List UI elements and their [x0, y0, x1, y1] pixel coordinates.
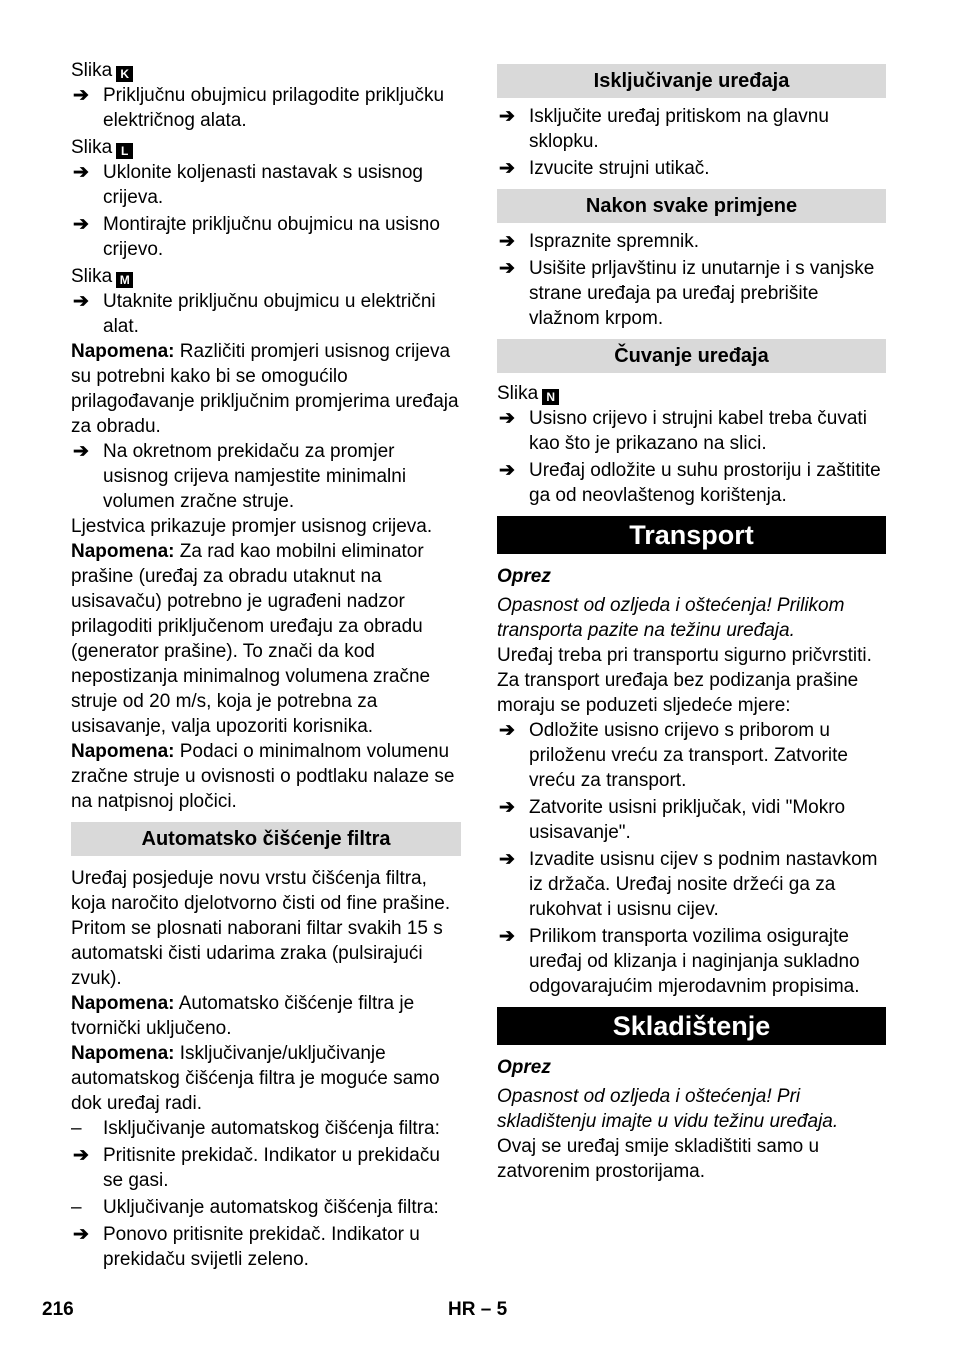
- right-column: [497, 64, 886, 1184]
- figure-letter-badge: M: [116, 272, 133, 288]
- dash-icon: –: [71, 1118, 82, 1139]
- instruction-step: ➔ Pritisnite prekidač. Indikator u prekidaču se gasi.: [73, 1145, 440, 1191]
- left-column: [71, 58, 461, 1272]
- arrow-icon: ➔: [499, 106, 515, 127]
- chapter-heading-transport: Transport: [497, 516, 886, 554]
- caution-text: Opasnost od ozljeda i oštećenja! Pri skladištenju imajte u vidu težinu uređaja.: [497, 1086, 839, 1132]
- arrow-icon: ➔: [499, 158, 515, 179]
- arrow-icon: ➔: [73, 85, 89, 106]
- figure-ref-m: Slika M: [71, 264, 461, 289]
- body-paragraph: Uređaj posjeduje novu vrstu čišćenja filtra, koja naročito djelotvorno čisti od fine prašine. Pritom se plosnati naborani filtar svakih 15 s automatski čisti udarima zraka (pulsirajući zvuk).: [71, 868, 451, 989]
- body-paragraph: Ovaj se uređaj smije skladištiti samo u zatvorenim prostorijama.: [497, 1136, 820, 1182]
- instruction-step: ➔ Montirajte priključnu obujmicu na usisno crijevo.: [73, 214, 440, 260]
- dash-item: – Uključivanje automatskog čišćenja filtra:: [71, 1197, 439, 1218]
- instruction-step: ➔ Usišite prljavštinu iz unutarnje i s vanjske strane uređaja pa uređaj prebrišite vlažnom krpom.: [499, 258, 875, 329]
- arrow-icon: ➔: [73, 441, 89, 462]
- instruction-step: ➔ Izvucite strujni utikač.: [499, 158, 710, 179]
- instruction-step: ➔ Zatvorite usisni priključak, vidi "Mokro usisavanje".: [499, 797, 846, 843]
- arrow-icon: ➔: [499, 720, 515, 741]
- figure-letter-badge: L: [116, 143, 133, 159]
- figure-letter-badge: N: [542, 389, 559, 405]
- arrow-icon: ➔: [499, 258, 515, 279]
- instruction-step: ➔ Priključnu obujmicu prilagodite priključku električnog alata.: [73, 85, 445, 131]
- section-heading-switch-off: Isključivanje uređaja: [497, 64, 886, 98]
- section-heading-keeping: Čuvanje uređaja: [497, 339, 886, 373]
- section-heading-after-use: Nakon svake primjene: [497, 189, 886, 223]
- arrow-icon: ➔: [73, 214, 89, 235]
- arrow-icon: ➔: [499, 926, 515, 947]
- instruction-step: ➔ Utaknite priključnu obujmicu u električni alat.: [73, 291, 436, 337]
- arrow-icon: ➔: [499, 460, 515, 481]
- instruction-step: ➔ Ponovo pritisnite prekidač. Indikator u prekidaču svijetli zeleno.: [73, 1224, 420, 1270]
- arrow-icon: ➔: [499, 849, 515, 870]
- caution-label: Oprez: [497, 566, 551, 587]
- caution-label: Oprez: [497, 1057, 551, 1078]
- arrow-icon: ➔: [499, 797, 515, 818]
- page-number: 216: [42, 1299, 74, 1320]
- note-paragraph: Napomena: Za rad kao mobilni eliminator prašine (uređaj za obradu utaknut na usisavaču) potrebno je ugrađeni nadzor prilagoditi priključenom uređaju za obradu (generator prašine). To znači da kod nepostizanja minimalnog volumena zračne struje od 20 m/s, koja je potrebna za usisavanje, valja upozoriti korisnika.: [71, 541, 431, 737]
- body-paragraph: Ljestvica prikazuje promjer usisnog crijeva.: [71, 516, 433, 537]
- caution-text: Opasnost od ozljeda i oštećenja! Prilikom transporta pazite na težinu uređaja.: [497, 595, 845, 641]
- chapter-heading-storage: Skladištenje: [497, 1007, 886, 1045]
- dash-icon: –: [71, 1197, 82, 1218]
- instruction-step: ➔ Prilikom transporta vozilima osigurajte uređaj od klizanja i naginjanja sukladno odgovarajućim mjerodavnim propisima.: [499, 926, 860, 997]
- arrow-icon: ➔: [73, 1224, 89, 1245]
- figure-ref-k: Slika K: [71, 58, 461, 83]
- note-paragraph: Napomena: Automatsko čišćenje filtra je tvornički uključeno.: [71, 993, 415, 1039]
- note-paragraph: Napomena: Isključivanje/uključivanje automatskog čišćenja filtra je moguće samo dok uređaj radi.: [71, 1043, 440, 1114]
- body-paragraph: Uređaj treba pri transportu sigurno pričvrstiti.: [497, 645, 872, 666]
- body-paragraph: Za transport uređaja bez podizanja prašine moraju se poduzeti sljedeće mjere:: [497, 670, 859, 716]
- figure-ref-n: Slika N: [497, 381, 886, 406]
- instruction-step: ➔ Uklonite koljenasti nastavak s usisnog crijeva.: [73, 162, 424, 208]
- figure-letter-badge: K: [116, 66, 133, 82]
- arrow-icon: ➔: [499, 408, 515, 429]
- section-heading-filter: Automatsko čišćenje filtra: [71, 822, 461, 856]
- note-paragraph: Napomena: Različiti promjeri usisnog crijeva su potrebni kako bi se omogućilo prilagođavanje priključnim promjerima uređaja za obradu.: [71, 341, 459, 437]
- instruction-step: ➔ Izvadite usisnu cijev s podnim nastavkom iz držača. Uređaj nosite držeći ga za rukohvat i usisnu cijev.: [499, 849, 878, 920]
- instruction-step: ➔ Odložite usisno crijevo s priborom u priloženu vreću za transport. Zatvorite vreću za transport.: [499, 720, 848, 791]
- figure-ref-l: Slika L: [71, 135, 461, 160]
- arrow-icon: ➔: [499, 231, 515, 252]
- dash-item: – Isključivanje automatskog čišćenja filtra:: [71, 1118, 440, 1139]
- footer-section: HR – 5: [448, 1299, 508, 1320]
- arrow-icon: ➔: [73, 162, 89, 183]
- instruction-step: ➔ Ispraznite spremnik.: [499, 231, 700, 252]
- instruction-step: ➔ Uređaj odložite u suhu prostoriju i zaštitite ga od neovlaštenog korištenja.: [499, 460, 881, 506]
- instruction-step: ➔ Usisno crijevo i strujni kabel treba čuvati kao što je prikazano na slici.: [499, 408, 867, 454]
- instruction-step: ➔ Isključite uređaj pritiskom na glavnu sklopku.: [499, 106, 829, 152]
- arrow-icon: ➔: [73, 1145, 89, 1166]
- arrow-icon: ➔: [73, 291, 89, 312]
- instruction-step: ➔ Na okretnom prekidaču za promjer usisnog crijeva namjestite minimalni volumen zračne struje.: [73, 441, 407, 512]
- note-paragraph: Napomena: Podaci o minimalnom volumenu zračne struje u ovisnosti o podtlaku nalaze se na natpisnoj pločici.: [71, 741, 455, 812]
